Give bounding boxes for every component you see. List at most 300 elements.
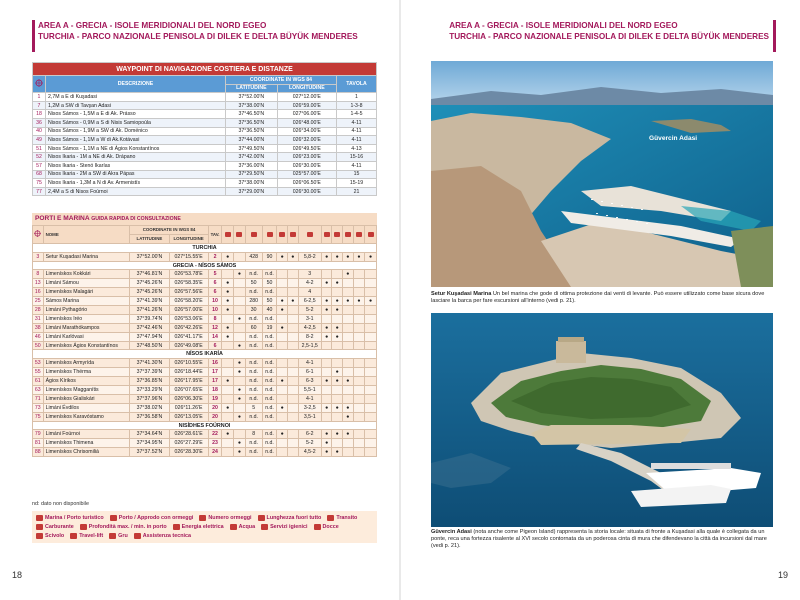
port-facility xyxy=(353,279,365,288)
legend-item xyxy=(109,533,128,539)
legend-item xyxy=(199,515,251,521)
port-facility xyxy=(332,394,343,403)
header-accent-bar-right xyxy=(773,20,776,52)
ports-row xyxy=(33,306,377,315)
port-tav: 19 xyxy=(208,394,222,403)
waypoint-row xyxy=(33,179,377,188)
legend-icon xyxy=(36,515,43,521)
port-facility xyxy=(365,448,377,457)
port-tav: 5 xyxy=(208,270,222,279)
legend-label: Acqua xyxy=(238,523,256,530)
port-facility: n.d. xyxy=(262,377,277,386)
port-facility: n.d. xyxy=(262,359,277,368)
waypoint-lon: 026°23.00'E xyxy=(277,153,336,162)
port-lat: 37°36.85'N xyxy=(130,377,169,386)
ports-subtitle: GUIDA RAPIDA DI CONSULTAZIONE xyxy=(91,216,181,222)
port-n: 16 xyxy=(33,288,44,297)
port-facility: 40 xyxy=(262,306,277,315)
port-facility xyxy=(365,314,377,323)
ports-row xyxy=(33,341,377,350)
port-lat: 37°37.52'N xyxy=(130,448,169,457)
port-facility: ● xyxy=(321,297,332,306)
port-facility xyxy=(222,439,234,448)
waypoint-n: 57 xyxy=(33,161,46,170)
port-facility xyxy=(343,394,354,403)
waypoint-tav: 15 xyxy=(337,170,377,179)
waypoint-tav: 1 xyxy=(337,93,377,102)
port-facility xyxy=(353,306,365,315)
waypoint-tav: 21 xyxy=(337,187,377,196)
port-facility xyxy=(234,430,246,439)
legend-icon xyxy=(327,515,334,521)
port-facility xyxy=(321,386,332,395)
legend-icon xyxy=(80,524,87,530)
port-facility: ● xyxy=(343,297,354,306)
ports-row xyxy=(33,403,377,412)
port-facility xyxy=(277,368,288,377)
col-name: NOME xyxy=(43,226,130,244)
waypoint-desc: 1,2M a SW di Tavşan Adasi xyxy=(46,101,226,110)
legend-item xyxy=(230,524,255,530)
waypoint-n: 52 xyxy=(33,153,46,162)
port-lon: 026°28.61'E xyxy=(169,430,208,439)
port-facility: ● xyxy=(234,448,246,457)
port-facility: ● xyxy=(222,279,234,288)
port-name: Limenískos Thimena xyxy=(43,439,130,448)
port-facility xyxy=(277,314,288,323)
waypoint-lat: 37°29.50'N xyxy=(226,170,278,179)
port-facility xyxy=(288,270,299,279)
port-facility: 50 xyxy=(262,297,277,306)
waypoint-tav: 4-11 xyxy=(337,136,377,145)
port-facility: n.d. xyxy=(245,341,262,350)
port-facility xyxy=(288,359,299,368)
port-facility xyxy=(365,430,377,439)
port-facility: ● xyxy=(234,270,246,279)
port-facility: ● xyxy=(321,439,332,448)
port-facility xyxy=(234,297,246,306)
waypoint-desc: 2,4M a S di Nisos Foúrnoi xyxy=(46,187,226,196)
port-facility xyxy=(234,306,246,315)
port-n: 61 xyxy=(33,377,44,386)
port-lon: 026°28.30'E xyxy=(169,448,208,457)
ports-title: PORTI E MARINA xyxy=(35,215,90,222)
port-tav: 20 xyxy=(208,412,222,421)
port-facility xyxy=(353,368,365,377)
port-facility: ● xyxy=(234,394,246,403)
ports-row xyxy=(33,297,377,306)
port-facility: 19 xyxy=(262,323,277,332)
legend-row-2 xyxy=(36,522,373,531)
port-facility xyxy=(353,270,365,279)
port-tav: 16 xyxy=(208,359,222,368)
transit-icon xyxy=(277,226,288,244)
legend-icon xyxy=(36,524,43,530)
port-facility xyxy=(277,448,288,457)
legend-row-1 xyxy=(36,513,373,522)
port-facility: 4-1 xyxy=(298,359,321,368)
port-facility: 3,5-1 xyxy=(298,412,321,421)
port-facility: ● xyxy=(343,412,354,421)
port-facility: ● xyxy=(321,279,332,288)
port-name: Limáni Pythagório xyxy=(43,306,130,315)
photo-kusadasi-marina xyxy=(431,61,773,287)
anchor-icon xyxy=(234,226,246,244)
port-facility xyxy=(365,270,377,279)
port-tav: 17 xyxy=(208,377,222,386)
port-facility: ● xyxy=(277,323,288,332)
port-facility: n.d. xyxy=(262,332,277,341)
legend-icon xyxy=(134,533,141,539)
port-facility: 6-1 xyxy=(298,368,321,377)
port-facility xyxy=(343,368,354,377)
port-facility: ● xyxy=(332,279,343,288)
port-facility: ● xyxy=(277,297,288,306)
port-facility xyxy=(365,377,377,386)
port-lat: 37°37.96'N xyxy=(130,394,169,403)
header-line1: AREA A - GRECIA - ISOLE MERIDIONALI DEL NORD EGEO xyxy=(38,21,267,30)
page-header-right xyxy=(449,20,769,42)
port-facility xyxy=(332,270,343,279)
port-facility: n.d. xyxy=(262,341,277,350)
legend-item xyxy=(110,515,194,521)
waypoint-lat: 37°42.00'N xyxy=(226,153,278,162)
port-n: 63 xyxy=(33,386,44,395)
ports-row xyxy=(33,386,377,395)
port-facility xyxy=(288,448,299,457)
legend-icon xyxy=(230,524,237,530)
waypoint-lat: 37°36.50'N xyxy=(226,127,278,136)
ports-row xyxy=(33,288,377,297)
legend-label: Lunghezza fuori tutto xyxy=(266,514,322,521)
waypoint-desc: Nisos Ikaria - 2M a SW di Akra Pápas xyxy=(46,170,226,179)
port-facility: n.d. xyxy=(262,288,277,297)
port-facility: 3-1 xyxy=(298,314,321,323)
port-n: 81 xyxy=(33,439,44,448)
port-facility: ● xyxy=(321,252,332,261)
port-facility: ● xyxy=(234,386,246,395)
port-n: 50 xyxy=(33,341,44,350)
port-facility: ● xyxy=(234,341,246,350)
legend-label: Scivolo xyxy=(45,532,65,539)
port-facility xyxy=(365,368,377,377)
port-facility xyxy=(343,448,354,457)
port-facility xyxy=(343,279,354,288)
port-facility xyxy=(353,403,365,412)
port-facility: 4-2,5 xyxy=(298,323,321,332)
waypoint-lon: 025°57.00'E xyxy=(277,170,336,179)
port-name: Limenískos Karavóstamo xyxy=(43,412,130,421)
port-facility xyxy=(343,288,354,297)
waypoint-desc: Nisos Sámos - 1,1M a NE di Ágios Konstantínos xyxy=(46,144,226,153)
port-name: Limenískos Magganítis xyxy=(43,386,130,395)
port-facility xyxy=(353,314,365,323)
port-tav: 14 xyxy=(208,332,222,341)
port-facility xyxy=(365,323,377,332)
port-lat: 37°34.64'N xyxy=(130,430,169,439)
waypoint-lon: 026°30.00'E xyxy=(277,161,336,170)
waypoint-lat: 37°29.00'N xyxy=(226,187,278,196)
header-line1-right: AREA A - GRECIA - ISOLE MERIDIONALI DEL NORD EGEO xyxy=(449,21,678,30)
waypoint-row xyxy=(33,187,377,196)
port-facility: ● xyxy=(277,306,288,315)
port-facility: ● xyxy=(321,332,332,341)
port-facility xyxy=(222,394,234,403)
waypoint-row xyxy=(33,110,377,119)
port-facility xyxy=(353,448,365,457)
legend-label: Assistenza tecnica xyxy=(142,532,191,539)
port-n: 13 xyxy=(33,279,44,288)
port-facility: n.d. xyxy=(262,270,277,279)
ports-row xyxy=(33,332,377,341)
port-facility xyxy=(353,288,365,297)
port-facility xyxy=(288,386,299,395)
ports-section-row xyxy=(33,261,377,270)
port-lat: 37°45.26'N xyxy=(130,288,169,297)
port-facility: ● xyxy=(277,430,288,439)
port-lon: 026°17.95'E xyxy=(169,377,208,386)
port-facility: ● xyxy=(332,403,343,412)
page-number-left: 18 xyxy=(12,570,23,580)
port-facility xyxy=(332,386,343,395)
port-lat: 37°37.39'N xyxy=(130,368,169,377)
port-lon: 026°57.00'E xyxy=(169,306,208,315)
port-facility: 280 xyxy=(245,297,262,306)
ports-section-name: TURCHIA xyxy=(33,243,377,252)
waypoint-desc: Nisos Sámos - 1,9M a SW di Ak. Doménico xyxy=(46,127,226,136)
legend-label: Porto / Approdo con ormeggi xyxy=(118,514,194,521)
waypoint-desc: Nisos Ikaria - 1M a NE di Ak. Drápano xyxy=(46,153,226,162)
port-facility: 2,5-1,5 xyxy=(298,341,321,350)
port-n: 38 xyxy=(33,323,44,332)
port-facility xyxy=(353,332,365,341)
port-n: 79 xyxy=(33,430,44,439)
header-line2: TURCHIA - PARCO NAZIONALE PENISOLA DI DILEK E DELTA BÜYÜK MENDERES xyxy=(38,32,358,41)
port-facility xyxy=(222,314,234,323)
ports-col-latitude: LATITUDINE xyxy=(130,234,169,243)
ports-col-longitude: LONGITUDINE xyxy=(169,234,208,243)
port-facility: 30 xyxy=(245,306,262,315)
port-name: Limáni Foúrnoi xyxy=(43,430,130,439)
legend-label: Numero ormeggi xyxy=(208,514,252,521)
waypoint-desc: Nisos Sámos - 1,5M a E di Ak. Prásso xyxy=(46,110,226,119)
port-tav: 22 xyxy=(208,430,222,439)
waypoint-lat: 37°36.50'N xyxy=(226,118,278,127)
waypoint-tav: 15-16 xyxy=(337,153,377,162)
port-lat: 37°52.00'N xyxy=(130,252,169,261)
port-facility xyxy=(288,314,299,323)
port-facility: 50 xyxy=(262,279,277,288)
waypoint-table-title: WAYPOINT DI NAVIGAZIONE COSTIERA E DISTANZE xyxy=(33,63,377,76)
port-facility xyxy=(343,359,354,368)
port-facility: n.d. xyxy=(262,412,277,421)
port-facility xyxy=(353,439,365,448)
ports-row xyxy=(33,359,377,368)
waypoint-n: 77 xyxy=(33,187,46,196)
port-facility: ● xyxy=(332,448,343,457)
port-facility: 4-1 xyxy=(298,394,321,403)
waypoint-tav: 4-13 xyxy=(337,144,377,153)
port-facility xyxy=(277,394,288,403)
port-facility: ● xyxy=(222,323,234,332)
left-page xyxy=(0,0,399,600)
port-facility: ● xyxy=(277,403,288,412)
waypoint-n: 75 xyxy=(33,179,46,188)
waypoint-tav: 1-4-5 xyxy=(337,110,377,119)
port-tav: 12 xyxy=(208,323,222,332)
port-facility xyxy=(222,359,234,368)
waypoint-tav: 4-11 xyxy=(337,118,377,127)
waypoint-lat: 37°46.50'N xyxy=(226,110,278,119)
port-facility: 60 xyxy=(245,323,262,332)
legend-label: Transito xyxy=(336,514,358,521)
port-facility xyxy=(277,279,288,288)
waypoint-row xyxy=(33,153,377,162)
port-facility: n.d. xyxy=(245,439,262,448)
port-facility: ● xyxy=(288,252,299,261)
port-facility: 6-3 xyxy=(298,377,321,386)
port-facility: ● xyxy=(353,252,365,261)
legend-icon xyxy=(110,515,117,521)
port-facility xyxy=(353,430,365,439)
port-lon: 026°53.78'E xyxy=(169,270,208,279)
port-facility: 4 xyxy=(298,288,321,297)
port-facility xyxy=(365,332,377,341)
col-tavola: TAVOLA xyxy=(337,76,377,93)
port-facility: n.d. xyxy=(262,368,277,377)
port-facility: ● xyxy=(277,377,288,386)
port-facility: 6-2 xyxy=(298,430,321,439)
ports-row xyxy=(33,270,377,279)
port-facility: ● xyxy=(222,377,234,386)
legend-item xyxy=(327,515,357,521)
waypoint-lat: 37°52.00'N xyxy=(226,93,278,102)
port-facility xyxy=(332,314,343,323)
port-facility xyxy=(234,252,246,261)
ports-section-row xyxy=(33,350,377,359)
port-facility xyxy=(365,412,377,421)
port-facility: n.d. xyxy=(262,314,277,323)
waypoint-n: 49 xyxy=(33,136,46,145)
waypoint-row xyxy=(33,136,377,145)
electricity-icon xyxy=(321,226,332,244)
caption1-bold: Setur Kuşadasi Marina xyxy=(431,291,492,297)
port-facility xyxy=(365,386,377,395)
waypoint-lat: 37°38.00'N xyxy=(226,101,278,110)
port-facility xyxy=(343,314,354,323)
port-facility: ● xyxy=(288,297,299,306)
port-facility xyxy=(288,394,299,403)
port-tav: 10 xyxy=(208,306,222,315)
port-facility: 8-2 xyxy=(298,332,321,341)
port-facility xyxy=(353,341,365,350)
port-facility: ● xyxy=(332,377,343,386)
port-facility xyxy=(234,403,246,412)
port-facility xyxy=(288,279,299,288)
port-name: Limáni Sámou xyxy=(43,279,130,288)
ports-table-title xyxy=(32,213,377,225)
port-facility xyxy=(277,386,288,395)
legend-item xyxy=(70,533,103,539)
port-facility xyxy=(222,368,234,377)
crane-icon xyxy=(365,226,377,244)
port-lon: 026°53.06'E xyxy=(169,314,208,323)
waypoint-lon: 027°06.00'E xyxy=(277,110,336,119)
port-facility: ● xyxy=(321,306,332,315)
port-name: Limáni Marathókampos xyxy=(43,323,130,332)
waypoint-desc: Nisos Ikaria - 1,3M a N di Av. Armenistís xyxy=(46,179,226,188)
port-facility xyxy=(222,412,234,421)
port-facility: ● xyxy=(321,323,332,332)
port-facility: 3 xyxy=(298,270,321,279)
port-facility: n.d. xyxy=(245,270,262,279)
port-facility: ● xyxy=(332,306,343,315)
waypoint-row xyxy=(33,118,377,127)
port-facility xyxy=(277,288,288,297)
port-facility: ● xyxy=(343,270,354,279)
port-facility xyxy=(288,368,299,377)
port-lat: 37°45.26'N xyxy=(130,279,169,288)
legend-item xyxy=(36,515,104,521)
waypoint-lat: 37°44.00'N xyxy=(226,136,278,145)
port-facility xyxy=(288,288,299,297)
header-line2-right: TURCHIA - PARCO NAZIONALE PENISOLA DI DILEK E DELTA BÜYÜK MENDERES xyxy=(449,32,769,41)
port-facility xyxy=(234,279,246,288)
legend-item xyxy=(261,524,307,530)
port-lon: 026°58.20'E xyxy=(169,297,208,306)
right-page xyxy=(401,0,800,600)
ports-row xyxy=(33,394,377,403)
port-facility: ● xyxy=(234,439,246,448)
legend-item xyxy=(258,515,322,521)
legend-label: Travel-lift xyxy=(79,532,104,539)
waypoint-tav: 4-11 xyxy=(337,161,377,170)
waypoint-lat: 37°38.00'N xyxy=(226,179,278,188)
port-facility xyxy=(222,448,234,457)
legend-icon xyxy=(314,524,321,530)
port-lon: 026°27.29'E xyxy=(169,439,208,448)
port-facility: 5-2 xyxy=(298,439,321,448)
port-n: 53 xyxy=(33,359,44,368)
port-facility xyxy=(321,394,332,403)
port-facility: ● xyxy=(234,412,246,421)
length-icon xyxy=(262,226,277,244)
port-facility xyxy=(288,332,299,341)
port-facility xyxy=(343,332,354,341)
port-facility xyxy=(365,403,377,412)
port-facility: ● xyxy=(332,252,343,261)
port-facility xyxy=(332,288,343,297)
port-facility xyxy=(277,332,288,341)
port-facility xyxy=(234,332,246,341)
ports-table xyxy=(32,225,377,457)
port-facility: ● xyxy=(321,430,332,439)
waypoint-lon: 026°30.00'E xyxy=(277,187,336,196)
port-facility xyxy=(288,306,299,315)
waypoint-row xyxy=(33,93,377,102)
waypoint-desc: 2,7M a E di Kuşadasi xyxy=(46,93,226,102)
photo1-label: Güvercin Adasi xyxy=(649,135,698,142)
port-n: 73 xyxy=(33,403,44,412)
port-name: Limenískos Thérma xyxy=(43,368,130,377)
legend-icon xyxy=(173,524,180,530)
legend-label: Gru xyxy=(118,532,128,539)
port-n: 25 xyxy=(33,297,44,306)
waypoint-tav: 15-19 xyxy=(337,179,377,188)
port-n: 46 xyxy=(33,332,44,341)
ports-row xyxy=(33,323,377,332)
port-facility xyxy=(288,430,299,439)
